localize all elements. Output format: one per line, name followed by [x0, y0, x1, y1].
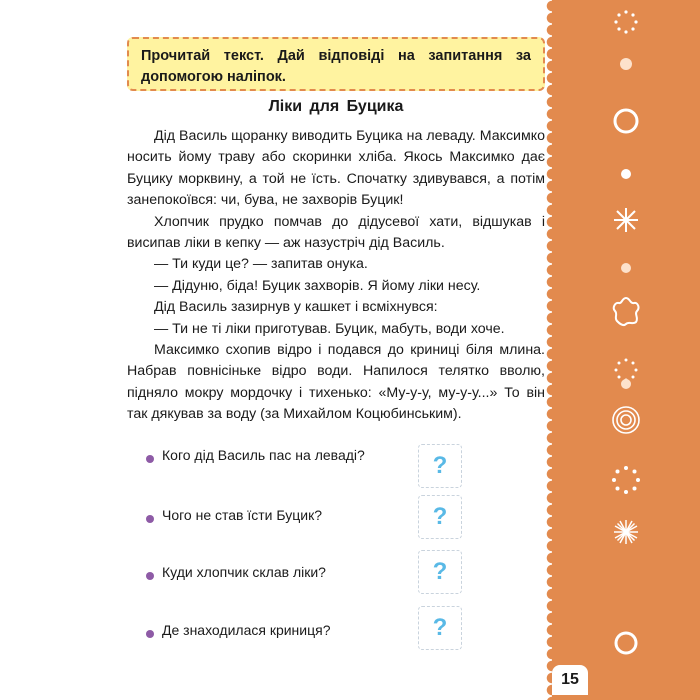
flower-icon	[609, 295, 643, 329]
dotted-circle-icon	[612, 466, 640, 494]
dotted-circle-icon	[614, 10, 638, 34]
question-text: Де знаходилася криниця?	[162, 622, 331, 638]
sticker-placeholder[interactable]	[418, 550, 462, 594]
story-paragraph: Максимко схопив відро і подався до криниці біля млина. Набрав повнісіньке відро води. Напилося телятко вволю, підняло мокру мордочку і тихенько: «Му-у-у, му-у-у...» То він так дякував за воду (за Михайлом Коцюбинським).	[127, 342, 545, 423]
bullet-icon	[146, 515, 154, 523]
question-text: Кого дід Василь пас на леваді?	[162, 447, 365, 463]
story-title: Ліки для Буцика	[268, 98, 404, 115]
story-paragraph: — Ти куди це? — запитав онука.	[154, 256, 368, 273]
question-mark-icon: ?	[432, 614, 448, 641]
decorative-side-stripe	[552, 0, 700, 700]
story-paragraph: — Ти не ті ліки приготував. Буцик, мабуть, води хоче.	[154, 320, 505, 337]
page-number: 15	[552, 665, 588, 695]
task-instruction-box	[127, 37, 545, 91]
bullet-icon	[146, 572, 154, 580]
dot-icon	[620, 262, 632, 274]
story-paragraph: — Дідуню, біда! Буцик захворів. Я йому ліки несу.	[154, 277, 481, 294]
sticker-placeholder[interactable]	[418, 495, 462, 539]
ring-icon	[612, 107, 640, 135]
story-paragraph: Дід Василь зазирнув у кашкет і всміхнувся:	[154, 299, 438, 316]
bullet-icon	[146, 630, 154, 638]
ring-icon	[613, 630, 639, 656]
question-text: Куди хлопчик склав ліки?	[162, 564, 326, 580]
question-mark-icon: ?	[432, 503, 448, 530]
sticker-placeholder[interactable]	[418, 444, 462, 488]
concentric-rings-icon	[611, 405, 641, 435]
sunburst-icon	[614, 520, 638, 544]
starburst-icon	[613, 207, 639, 233]
dot-icon	[620, 168, 632, 180]
question-mark-icon: ?	[432, 558, 448, 585]
small-dot-icon	[619, 57, 633, 71]
bullet-icon	[146, 455, 154, 463]
question-mark-icon: ?	[432, 452, 448, 479]
dot-icon	[620, 378, 632, 390]
task-instruction: Прочитай текст. Дай відповіді на запитання за допомогою наліпок.	[141, 48, 531, 85]
story-paragraph: Хлопчик прудко помчав до дідусевої хати, відшукав і висипав ліки в кепку — аж назустріч дід Василь.	[127, 213, 545, 252]
sticker-placeholder[interactable]	[418, 606, 462, 650]
stripe-scalloped-edge	[546, 0, 558, 700]
story-text	[127, 126, 545, 426]
story-paragraph: Дід Василь щоранку виводить Буцика на леваду. Максимко носить йому траву або скоринки хліба. Якось Максимко дає Буцику морквину, а той не їсть. Спочатку здивувався, а потім занепокоївся: чи, бува, не захворів Буцик!	[127, 128, 545, 209]
question-text: Чого не став їсти Буцик?	[162, 507, 323, 523]
